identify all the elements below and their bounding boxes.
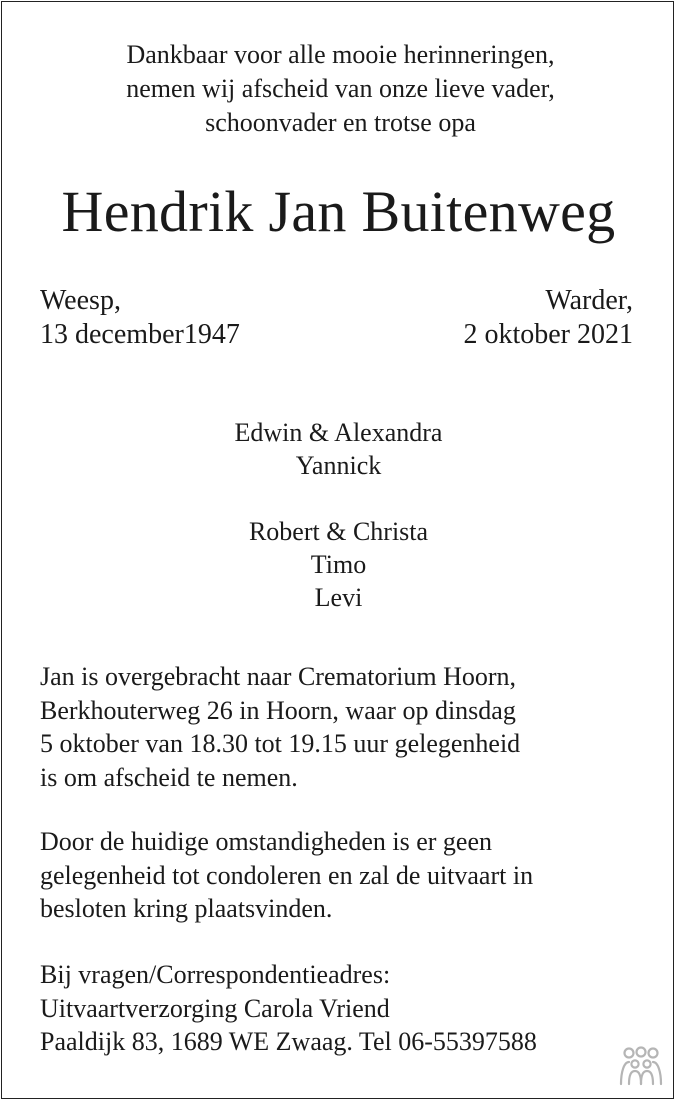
paragraph-line: Paaldijk 83, 1689 WE Zwaag. Tel 06-55397588 bbox=[40, 1027, 537, 1056]
family-member: Edwin & Alexandra bbox=[234, 418, 443, 447]
viewing-paragraph bbox=[40, 660, 640, 794]
intro-text bbox=[2, 38, 677, 140]
intro-line: Dankbaar voor alle mooie herinneringen, bbox=[126, 40, 555, 69]
circumstances-paragraph bbox=[40, 825, 640, 926]
family-member: Levi bbox=[314, 583, 363, 612]
paragraph-line: Berkhouterweg 26 in Hoorn, waar op dinsdag bbox=[40, 695, 516, 725]
family-people-icon bbox=[618, 1046, 664, 1086]
family-member: Yannick bbox=[295, 451, 382, 480]
paragraph-line: Uitvaartverzorging Carola Vriend bbox=[40, 993, 390, 1023]
death-info bbox=[463, 284, 633, 352]
paragraph-line: besloten kring plaatsvinden. bbox=[40, 894, 333, 923]
death-date: 2 oktober 2021 bbox=[463, 319, 633, 350]
birth-date: 13 december1947 bbox=[40, 319, 240, 350]
paragraph-line: is om afscheid te nemen. bbox=[40, 762, 298, 792]
paragraph-line: gelegenheid tot condoleren en zal de uitvaart in bbox=[40, 860, 534, 890]
birth-info bbox=[40, 284, 240, 352]
paragraph-line: Jan is overgebracht naar Crematorium Hoorn, bbox=[40, 662, 517, 691]
paragraph-line: Bij vragen/Correspondentieadres: bbox=[40, 960, 391, 989]
paragraph-line: Door de huidige omstandigheden is er geen bbox=[40, 827, 492, 856]
family-group-2 bbox=[0, 515, 677, 614]
family-group-1 bbox=[0, 416, 677, 482]
intro-line: schoonvader en trotse opa bbox=[205, 108, 476, 137]
paragraph-line: 5 oktober van 18.30 tot 19.15 uur gelegenheid bbox=[40, 729, 521, 758]
family-member: Robert & Christa bbox=[248, 517, 429, 546]
family-member: Timo bbox=[310, 550, 367, 579]
death-place: Warder, bbox=[545, 285, 633, 316]
correspondence-paragraph bbox=[40, 958, 640, 1059]
birth-place: Weesp, bbox=[40, 285, 121, 316]
intro-line: nemen wij afscheid van onze lieve vader, bbox=[126, 74, 555, 103]
deceased-name: Hendrik Jan Buitenweg bbox=[61, 179, 616, 244]
